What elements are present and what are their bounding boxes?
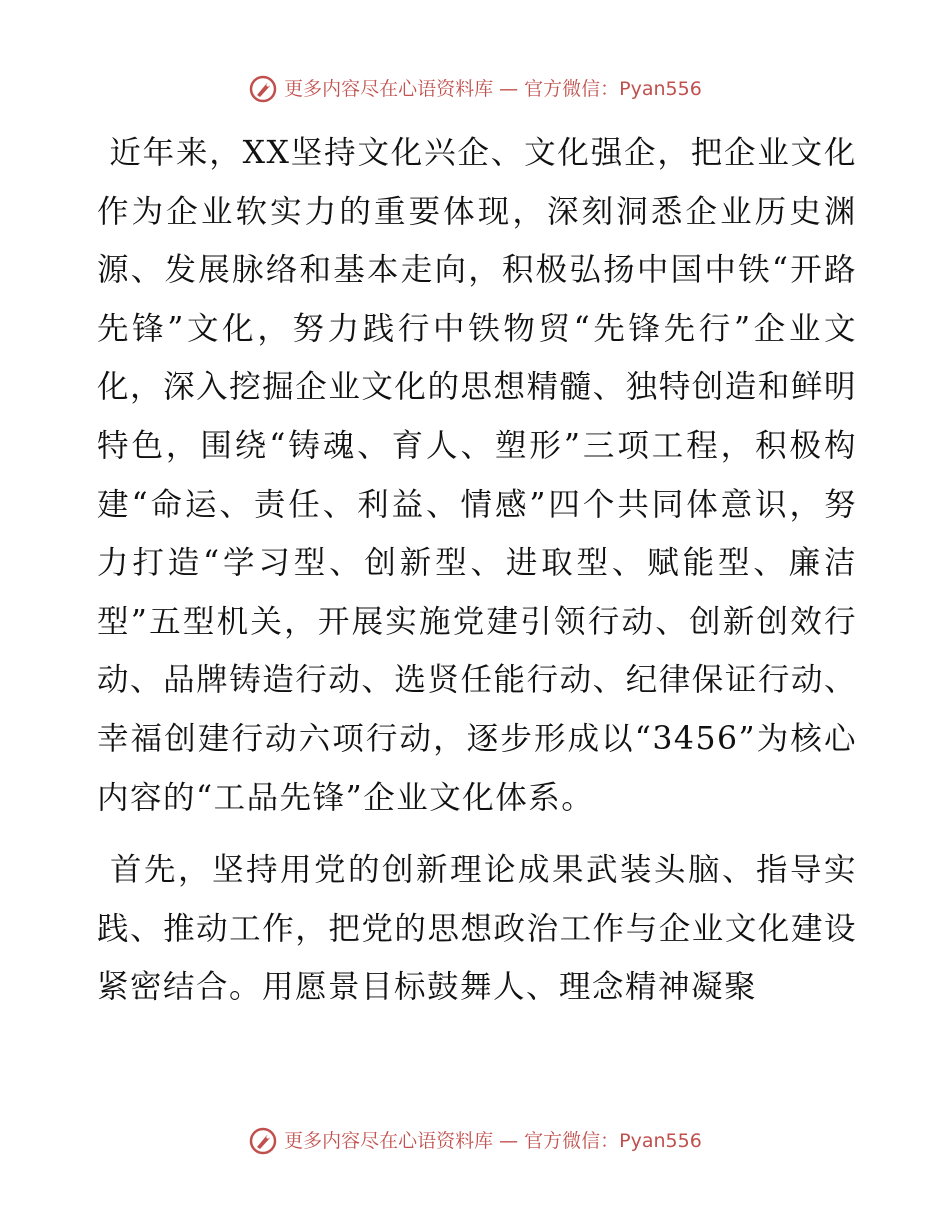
watermark-separator: — xyxy=(499,78,519,100)
paragraph-2-text: 首先，坚持用党的创新理论成果武装头脑、指导实践、推动工作，把党的思想政治工作与企业文化建设紧密结合。用愿景目标鼓舞人、理念精神凝聚 xyxy=(97,852,857,1006)
watermark-wechat-text: 官方微信：Pyan556 xyxy=(524,78,702,100)
watermark-brand-text: 更多内容尽在心语资料库 xyxy=(284,1130,494,1152)
watermark-brand-text: 更多内容尽在心语资料库 xyxy=(284,78,494,100)
paragraph-2 xyxy=(97,841,857,1017)
header-watermark xyxy=(0,74,950,104)
document-body xyxy=(97,124,857,1017)
footer-watermark xyxy=(0,1126,950,1156)
pen-nib-logo-icon xyxy=(248,74,278,104)
watermark-separator: — xyxy=(499,1130,519,1152)
paragraph-1-text: 近年来，XX坚持文化兴企、文化强企，把企业文化作为企业软实力的重要体现，深刻洞悉企业历史渊源、发展脉络和基本走向，积极弘扬中国中铁“开路先锋”文化，努力践行中铁物贸“先锋先行”企业文化，深入挖掘企业文化的思想精髓、独特创造和鲜明特色，围绕“铸魂、育人、塑形”三项工程，积极构建“命运、责任、利益、情感”四个共同体意识，努力打造“学习型、创新型、进取型、赋能型、廉洁型”五型机关，开展实施党建引领行动、创新创效行动、品牌铸造行动、选贤任能行动、纪律保证行动、幸福创建行动六项行动，逐步形成以“3456”为核心内容的“工品先锋”企业文化体系。 xyxy=(97,135,857,816)
paragraph-1 xyxy=(97,124,857,827)
watermark-wechat-text: 官方微信：Pyan556 xyxy=(524,1130,702,1152)
pen-nib-logo-icon xyxy=(248,1126,278,1156)
